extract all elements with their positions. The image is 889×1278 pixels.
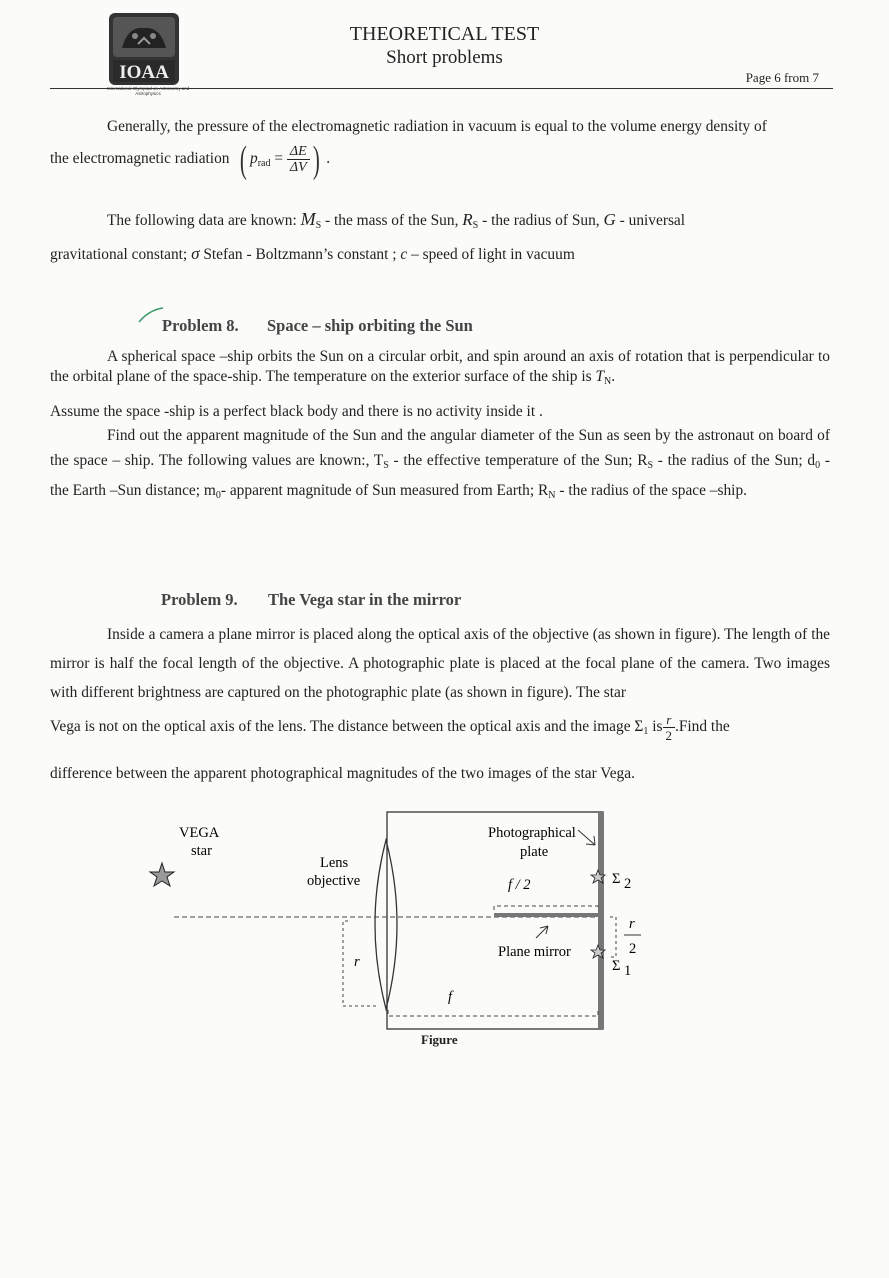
mirror-label: Plane mirror	[498, 944, 571, 960]
plate-label-2: plate	[520, 844, 549, 860]
problem-8-para-1b: Assume the space -ship is a perfect black body and there is no activity inside it .	[50, 403, 543, 420]
star-label: star	[191, 843, 212, 859]
page-subtitle: Short problems	[386, 47, 503, 68]
r-half-fraction: $\frac{r}{2}$	[663, 712, 676, 743]
r-bracket	[343, 921, 378, 1006]
energy-fraction: $\frac{\Delta E}{\Delta V}$	[287, 144, 310, 175]
page-title: THEORETICAL TEST	[349, 23, 540, 45]
sigma-1-subscript: 1	[624, 963, 632, 979]
vega-label: VEGA	[179, 825, 220, 841]
known-line-2: gravitational constant; σ Stefan - Boltzmann’s constant ; c – speed of light in vacuum	[50, 244, 575, 263]
problem-8-number: Problem 8.	[162, 316, 239, 335]
photographic-plate	[598, 812, 604, 1029]
intro-line-1: Generally, the pressure of the electromagnetic radiation in vacuum is equal to the volume energy density of	[107, 118, 767, 135]
camera-box	[387, 812, 603, 1029]
intro-line-2: the electromagnetic radiation ( $p_{rad}$ = $\frac{\Delta E}{\Delta V}$ ) .	[50, 138, 331, 181]
p-symbol: p	[250, 150, 258, 168]
p-subscript: rad	[257, 158, 271, 170]
mirror-arrow	[536, 926, 548, 938]
f-label: f	[448, 989, 453, 1005]
problem-9-para-1: Inside a camera a plane mirror is placed along the optical axis of the objective (as shown in figure). The length of the mirror is half the focal length of the objective. A photographic plate is placed at the focal plane of the camera. Two images with different brightness are captured on the photographic plate (as shown in figure). The star	[50, 626, 830, 701]
plate-arrow	[578, 830, 595, 845]
problem-8-title: Space – ship orbiting the Sun	[267, 316, 473, 335]
problem-9-para-3: difference between the apparent photographical magnitudes of the two images of the star Vega.	[50, 765, 635, 782]
r-half-bracket	[610, 917, 616, 957]
logo-text: IOAA	[119, 62, 169, 83]
f-half-label: f / 2	[508, 877, 531, 893]
equals: =	[274, 150, 284, 168]
intro-lead: the electromagnetic radiation	[50, 150, 230, 168]
lens-label-2: objective	[307, 873, 361, 889]
lens-objective	[375, 840, 397, 1009]
r-half-denominator: 2	[629, 941, 637, 957]
r-half-numerator: r	[629, 916, 635, 932]
plane-mirror	[494, 913, 598, 917]
f-half-bracket	[494, 906, 598, 910]
problem-8-para-1: A spherical space –ship orbits the Sun on a circular orbit, and spin around an axis of rotation that is perpendicular to the orbital plane of the space-ship. The temperature on the exterior surface of the ship is $T_N$.	[50, 348, 830, 387]
lens-label-1: Lens	[320, 855, 349, 871]
vega-star-icon	[150, 863, 174, 886]
known-line-1: The following data are known: $M_S$ - the mass of the Sun, $R_S$ - the radius of Sun, G - universal	[107, 209, 686, 231]
page-number: Page 6 from 7	[745, 70, 819, 85]
problem-9-title: The Vega star in the mirror	[268, 590, 462, 609]
figure-caption: Figure	[421, 1032, 458, 1047]
problem-8-para-2: Find out the apparent magnitude of the Sun and the angular diameter of the Sun as seen by the astronaut on board of the space – ship. The following values are known:, $T_S$ - the effective temperature of the Sun; $R_S$ - the radius of the Sun; $d_0$ - the Earth –Sun distance; $m_0-$ apparent magnitude of Sun measured from Earth; $R_N$ - the radius of the space –ship.	[50, 427, 830, 501]
r-label: r	[354, 954, 360, 970]
sigma-2-subscript: 2	[624, 876, 632, 892]
logo-caption: International Olympiad on Astronomy and Astrophysics	[106, 86, 190, 96]
sigma-1-label: Σ	[612, 958, 621, 974]
f-bracket	[388, 1010, 598, 1016]
plate-label-1: Photographical	[488, 825, 576, 841]
sigma-2-label: Σ	[612, 871, 621, 887]
problem-9-number: Problem 9.	[161, 590, 238, 609]
problem-9-para-2: Vega is not on the optical axis of the lens. The distance between the optical axis and the image $\Sigma_1$ is $\frac{r}{2}$ .Find the	[50, 712, 730, 743]
